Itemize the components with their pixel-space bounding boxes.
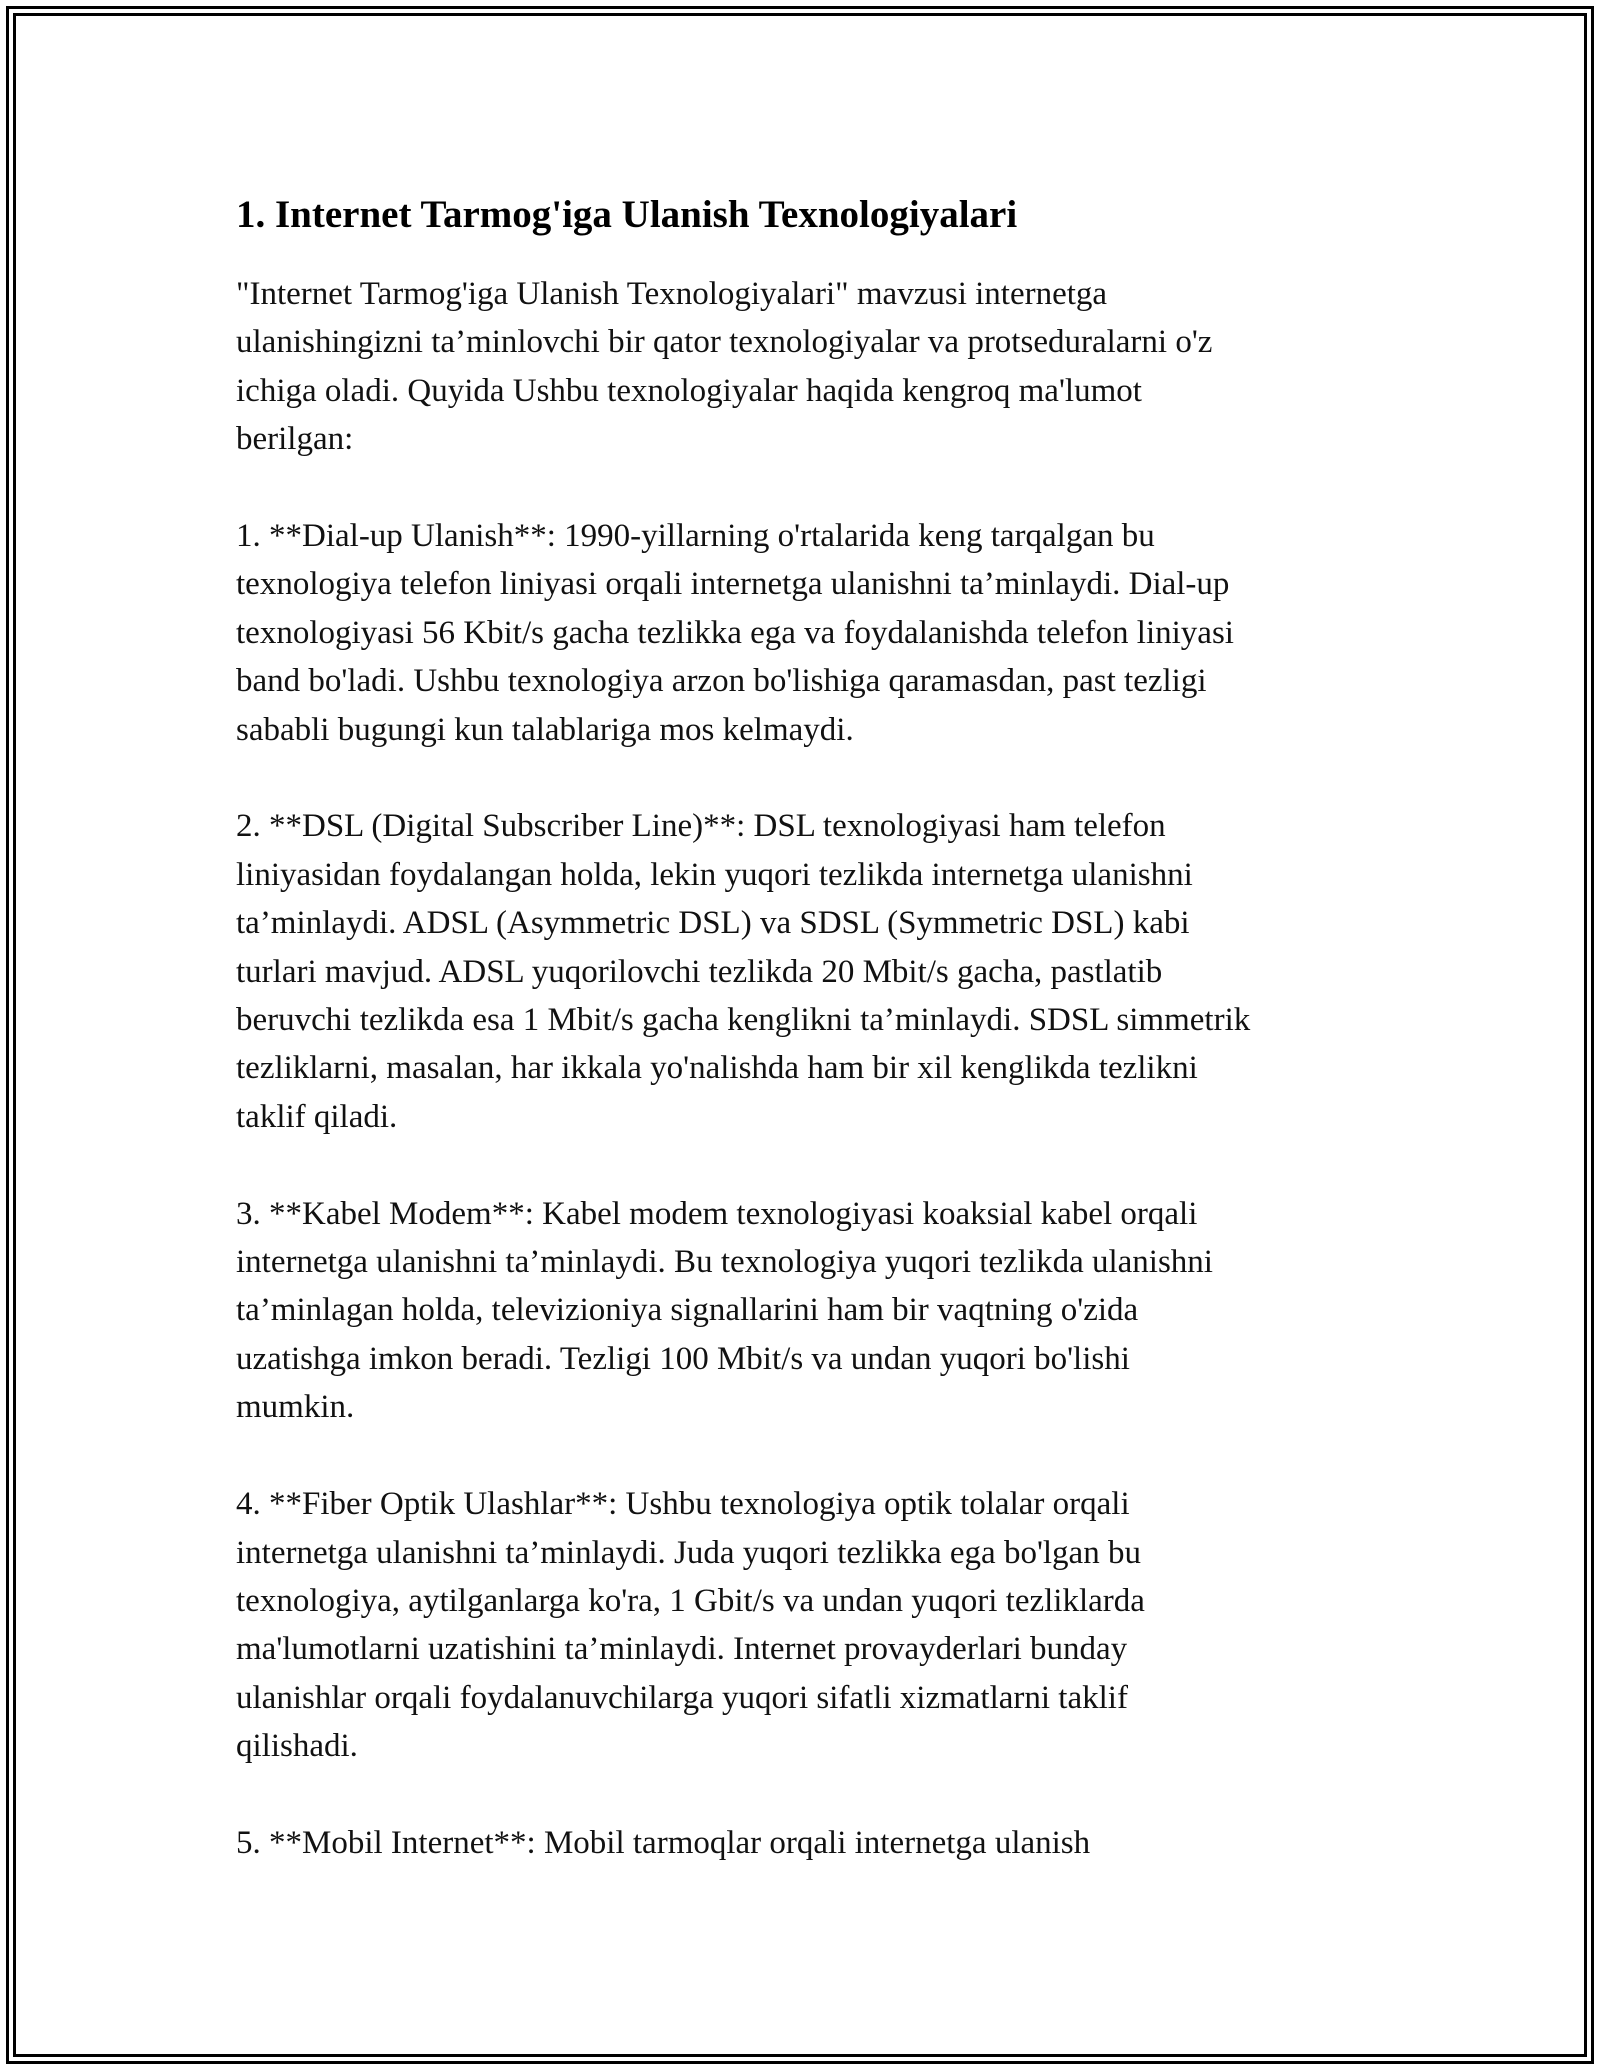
fiber-optic-paragraph: 4. **Fiber Optik Ulashlar**: Ushbu texnologiya optik tolalar orqali internetga ulanishni ta’minlaydi. Juda yuqori tezlikka ega bo'lgan bu texnologiya, aytilganlarga ko'ra, 1 Gbit/s va undan yuqori tezliklarda ma'lumotlarni uzatishini ta’minlaydi. Internet provayderlari bunday ulanishlar orqali foydalanuvchilarga yuqori sifatli xizmatlarni taklif qilishadi. — [236, 1486, 1145, 1765]
document-body — [236, 182, 1386, 1867]
dsl-paragraph: 2. **DSL (Digital Subscriber Line)**: DSL texnologiyasi ham telefon liniyasidan foydalangan holda, lekin yuqori tezlikda internetga ulanishni ta’minlaydi. ADSL (Asymmetric DSL) va SDSL (Symmetric DSL) kabi turlari mavjud. ADSL yuqorilovchi tezlikda 20 Mbit/s gacha, pastlatib beruvchi tezlikda esa 1 Mbit/s gacha kenglikni ta’minlaydi. SDSL simmetrik tezliklarni, masalan, har ikkala yo'nalishda ham bir xil kenglikda tezlikni taklif qiladi. — [236, 808, 1251, 1135]
dial-up-paragraph: 1. **Dial-up Ulanish**: 1990-yillarning o'rtalarida keng tarqalgan bu texnologiya telefon liniyasi orqali internetga ulanishni ta’minlaydi. Dial-up texnologiyasi 56 Kbit/s gacha tezlikka ega va foydalanishda telefon liniyasi band bo'ladi. Ushbu texnologiya arzon bo'lishiga qaramasdan, past tezligi sababli bugungi kun talablariga mos kelmaydi. — [236, 518, 1234, 748]
intro-paragraph: "Internet Tarmog'iga Ulanish Texnologiyalari" mavzusi internetga ulanishingizni ta’minlovchi bir qator texnologiyalar va protseduralarni o'z ichiga oladi. Quyida Ushbu texnologiyalar haqida kengroq ma'lumot berilgan: — [236, 276, 1213, 458]
cable-modem-paragraph: 3. **Kabel Modem**: Kabel modem texnologiyasi koaksial kabel orqali internetga ulanishni ta’minlaydi. Bu texnologiya yuqori tezlikda ulanishni ta’minlagan holda, televizioniya signallarini ham bir vaqtning o'zida uzatishga imkon beradi. Tezligi 100 Mbit/s va undan yuqori bo'lishi mumkin. — [236, 1195, 1213, 1426]
mobile-internet-paragraph: 5. **Mobil Internet**: Mobil tarmoqlar orqali internetga ulanish — [236, 1824, 1091, 1861]
document-title: 1. Internet Tarmog'iga Ulanish Texnologiyalari — [236, 193, 1018, 236]
